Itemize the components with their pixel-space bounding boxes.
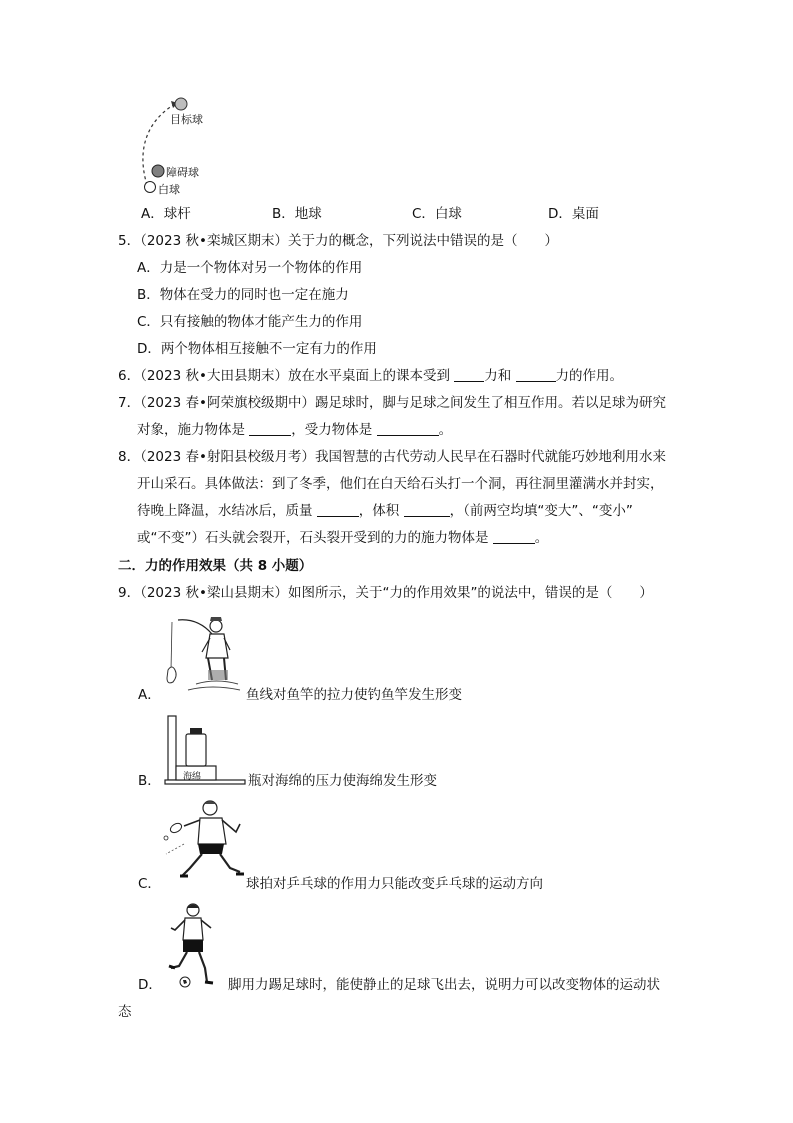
q5-option-b[interactable]: B．物体在受力的同时也一定在施力 xyxy=(137,287,349,303)
sponge-label: 海绵 xyxy=(183,772,202,782)
q9-option-b[interactable]: B． xyxy=(138,773,161,789)
target-ball-label: 目标球 xyxy=(170,113,203,126)
cue-ball-label: 白球 xyxy=(158,183,180,196)
cue-ball xyxy=(145,182,156,193)
q4-option-b[interactable]: B．地球 xyxy=(272,206,322,222)
q5-option-c[interactable]: C．只有接触的物体才能产生力的作用 xyxy=(137,314,363,330)
q9-option-d-text-cont: 态 xyxy=(118,1004,132,1020)
q8-blank-2[interactable] xyxy=(404,502,450,517)
q4-option-a[interactable]: A．球杆 xyxy=(141,206,191,222)
q8-blank-1[interactable] xyxy=(317,502,359,517)
q4-option-c[interactable]: C．白球 xyxy=(412,206,462,222)
obstacle-ball xyxy=(152,165,164,177)
target-ball xyxy=(175,98,187,110)
q9-option-a-text: 鱼线对鱼竿的拉力使钓鱼竿发生形变 xyxy=(246,687,462,703)
q9-option-d[interactable]: D． xyxy=(138,977,162,993)
q6-question: 6．（2023 秋•大田县期末）放在水平桌面上的课本受到 力和 力的作用。 xyxy=(118,368,624,384)
q7-line-2: 对象，施力物体是 ，受力物体是 。 xyxy=(137,422,453,438)
q5-stem: 5．（2023 秋•栾城区期末）关于力的概念，下列说法中错误的是（ ） xyxy=(118,233,558,249)
q5-option-d[interactable]: D．两个物体相互接触不一定有力的作用 xyxy=(137,341,377,357)
q7-line-1: 7．（2023 春•阿荣旗校级期中）踢足球时，脚与足球之间发生了相互作用。若以足球为研究 xyxy=(118,395,666,411)
q6-blank-1[interactable] xyxy=(454,367,484,382)
fishing-figure xyxy=(158,612,244,696)
q9-option-d-text: 脚用力踢足球时，能使静止的足球飞出去，说明力可以改变物体的运动状 xyxy=(228,977,660,993)
q8-line-1: 8．（2023 春•射阳县校级月考）我国智慧的古代劳动人民早在石器时代就能巧妙地利用水来 xyxy=(118,449,666,465)
football-figure xyxy=(165,902,225,992)
q4-option-d[interactable]: D．桌面 xyxy=(548,206,599,222)
q9-option-b-text: 瓶对海绵的压力使海绵发生形变 xyxy=(248,773,437,789)
q6-blank-2[interactable] xyxy=(516,367,556,382)
table-tennis-figure xyxy=(160,798,246,886)
q7-blank-1[interactable] xyxy=(249,421,291,436)
q9-option-a[interactable]: A． xyxy=(138,687,161,703)
section-2-title: 二．力的作用效果（共 8 小题） xyxy=(118,558,313,574)
q8-line-2: 开山采石。具体做法：到了冬季，他们在白天给石头打一个洞，再往洞里灌满水并封实， xyxy=(137,476,664,492)
q8-blank-3[interactable] xyxy=(493,529,535,544)
q8-line-3: 待晚上降温，水结冰后，质量 ，体积 ，（前两空均填“变大”、“变小” xyxy=(137,503,633,519)
obstacle-ball-label: 障碍球 xyxy=(166,166,199,179)
q7-blank-2[interactable] xyxy=(377,421,439,436)
q8-line-4: 或“不变”）石头就会裂开，石头裂开受到的力的施力物体是 。 xyxy=(137,530,549,546)
bottle-sponge-figure xyxy=(163,714,247,790)
q5-option-a[interactable]: A．力是一个物体对另一个物体的作用 xyxy=(137,260,363,276)
q9-option-c[interactable]: C． xyxy=(138,876,161,892)
q9-option-c-text: 球拍对乒乓球的作用力只能改变乒乓球的运动方向 xyxy=(246,876,543,892)
q9-stem: 9．（2023 秋•梁山县期末）如图所示，关于“力的作用效果”的说法中，错误的是（ ） xyxy=(118,585,653,601)
billiard-figure xyxy=(135,92,255,197)
